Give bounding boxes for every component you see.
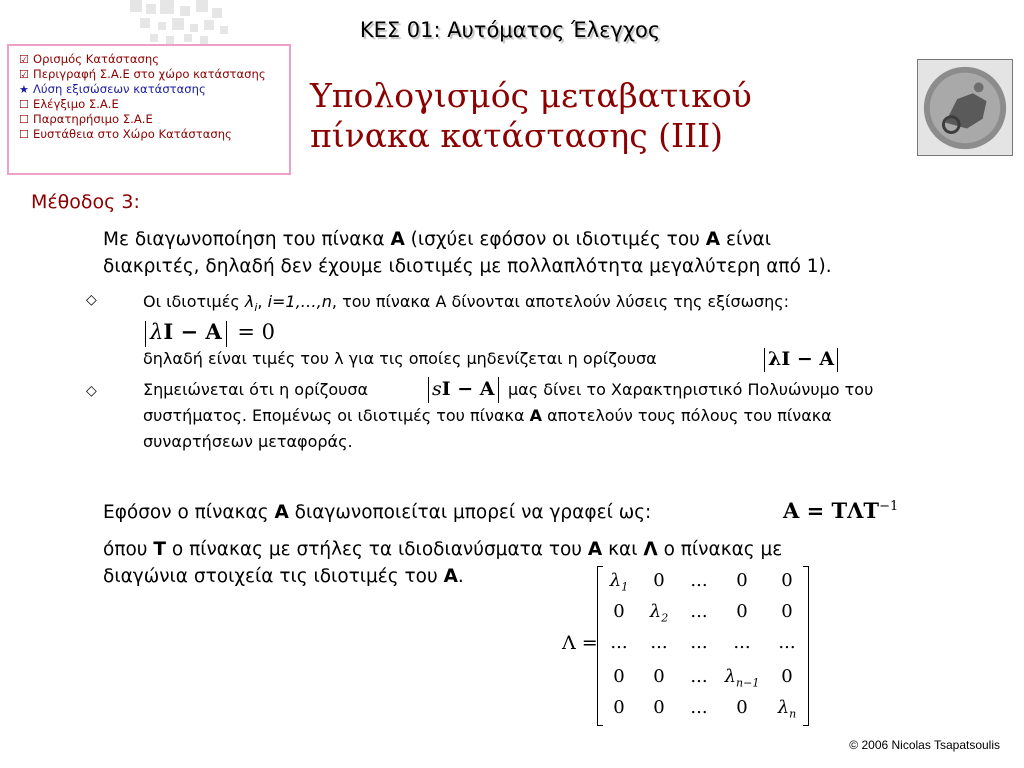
- matrix-cell: 0: [653, 570, 665, 591]
- lambda-matrix: [597, 566, 809, 726]
- text: Με διαγωνοποίηση του πίνακα: [103, 229, 391, 250]
- subscript: i: [254, 301, 258, 315]
- matrix-cell: 0: [736, 601, 748, 622]
- s-symbol: s: [432, 378, 442, 400]
- slide-title-line: πίνακα κατάστασης (ΙΙΙ): [310, 116, 724, 155]
- text: συναρτήσεων μεταφοράς.: [143, 432, 353, 451]
- matrix-cell: 0: [781, 666, 793, 687]
- text: είναι: [720, 229, 771, 250]
- topic-item[interactable]: [19, 97, 283, 112]
- index-range: i=1,…,n: [267, 292, 332, 311]
- copyright: © 2006 Nicolas Tsapatsoulis: [849, 738, 1000, 752]
- matrix-cell: 0: [613, 697, 625, 718]
- matrix-symbol: A: [443, 566, 458, 587]
- text: μας δίνει το Χαρακτηριστικό Πολυώνυμο του: [508, 380, 874, 399]
- equation: A = TΛT: [783, 498, 880, 523]
- lambda-symbol: λ: [150, 320, 164, 344]
- matrix-symbol: A: [587, 539, 603, 560]
- text: , του πίνακα A δίνονται αποτελούν λύσεις της εξίσωσης:: [331, 292, 790, 311]
- checked-box-icon: ☑: [19, 53, 29, 66]
- matrix-cell: 0: [781, 570, 793, 591]
- topic-label: Ορισμός Κατάστασης: [33, 52, 160, 66]
- matrix-cell: $\lambda_{n-1}$: [724, 666, 760, 690]
- matrix-cell: ...: [690, 697, 708, 718]
- decorative-squares: [0, 0, 240, 48]
- method-heading: Μέθοδος 3:: [31, 191, 140, 213]
- determinant-s: [428, 375, 499, 403]
- matrix-cell: ...: [733, 632, 751, 653]
- text: Σημειώνεται ότι η ορίζουσα: [143, 380, 369, 399]
- empty-box-icon: ☐: [19, 98, 29, 111]
- eigen-matrix-paragraph: [103, 536, 1003, 590]
- topic-item[interactable]: [19, 127, 283, 142]
- matrix-expression: λI − A: [768, 348, 835, 370]
- topic-label: Ευστάθεια στο Χώρο Κατάστασης: [33, 127, 232, 141]
- matrix-expression: I − A: [441, 378, 495, 400]
- matrix-cell: 0: [653, 697, 665, 718]
- course-title: ΚΕΣ 01: Αυτόματος Έλεγχος: [359, 18, 661, 42]
- text: ,: [257, 292, 268, 311]
- topic-list: [7, 44, 291, 175]
- diamond-bullet-icon: ◇: [86, 383, 97, 399]
- matrix-cell: 0: [653, 666, 665, 687]
- matrix-cell: ...: [690, 632, 708, 653]
- star-icon: ★: [19, 83, 29, 96]
- matrix-symbol: T: [153, 539, 166, 560]
- matrix-cell: $\lambda_1$: [609, 570, 629, 594]
- empty-box-icon: ☐: [19, 128, 29, 141]
- matrix-cell: $\lambda_n$: [777, 697, 797, 721]
- matrix-cell: $\lambda_2$: [649, 601, 669, 625]
- matrix-expression: I − A: [163, 319, 222, 344]
- intro-paragraph: [103, 226, 1003, 280]
- matrix-cell: ...: [690, 666, 708, 687]
- text: διαγώνια στοιχεία τις ιδιοτιμές του: [103, 566, 444, 587]
- text: αποτελούν τους πόλους του πίνακα: [542, 406, 832, 425]
- matrix-cell: ...: [650, 632, 668, 653]
- topic-label: Ελέγξιμο Σ.Α.Ε: [33, 97, 119, 111]
- text: διακριτές, δηλαδή δεν έχουμε ιδιοτιμές με πολλαπλότητα μεγαλύτερη από 1).: [103, 256, 832, 277]
- matrix-cell: ...: [610, 632, 628, 653]
- matrix-cell: 0: [613, 666, 625, 687]
- text: (ισχύει εφόσον οι ιδιοτιμές του: [404, 229, 706, 250]
- text: συστήματος. Επομένως οι ιδιοτιμές του πίνακα: [143, 406, 530, 425]
- slide-title: [310, 76, 870, 156]
- superscript: −1: [879, 499, 899, 514]
- matrix-cell: 0: [736, 570, 748, 591]
- topic-item[interactable]: [19, 52, 283, 67]
- topic-item[interactable]: [19, 67, 283, 82]
- text: ο πίνακας με: [657, 539, 783, 560]
- topic-label: Περιγραφή Σ.Α.Ε στο χώρο κατάστασης: [33, 67, 266, 81]
- topic-label: Παρατηρήσιμο Σ.Α.Ε: [33, 112, 153, 126]
- matrix-cell: 0: [736, 697, 748, 718]
- lambda-symbol: λ: [244, 292, 255, 311]
- text: ο πίνακας με στήλες τα ιδιοδιανύσματα του: [166, 539, 588, 560]
- diagonalization-equation: [783, 498, 898, 523]
- ancient-coin-image: [917, 59, 1013, 156]
- matrix-symbol: A: [390, 229, 405, 250]
- checked-box-icon: ☑: [19, 68, 29, 81]
- characteristic-equation: [145, 317, 275, 347]
- matrix-cell: ...: [690, 601, 708, 622]
- text: όπου: [103, 539, 154, 560]
- slide-title-line: Υπολογισμός μεταβατικού: [310, 76, 752, 115]
- matrix-symbol: A: [274, 502, 289, 523]
- text: .: [457, 566, 464, 587]
- text: και: [602, 539, 644, 560]
- lambda-matrix-label: Λ =: [562, 632, 598, 654]
- text: Εφόσον ο πίνακας: [103, 502, 275, 523]
- text: Οι ιδιοτιμές: [143, 292, 245, 311]
- topic-item[interactable]: [19, 112, 283, 127]
- equation-rhs: = 0: [237, 320, 275, 344]
- topic-item-current[interactable]: [19, 82, 283, 97]
- diamond-bullet-icon: ◇: [86, 292, 97, 308]
- bullet-poles-text: [143, 403, 1003, 455]
- matrix-cell: ...: [690, 570, 708, 591]
- text: δηλαδή είναι τιμές του λ για τις οποίες μηδενίζεται η ορίζουσα: [143, 349, 657, 368]
- empty-box-icon: ☐: [19, 113, 29, 126]
- matrix-symbol: Λ: [643, 539, 658, 560]
- matrix-cell: ...: [778, 632, 796, 653]
- determinant-lambda: [764, 345, 838, 373]
- matrix-cell: 0: [613, 601, 625, 622]
- diagonalization-paragraph: [103, 499, 783, 526]
- matrix-symbol: A: [705, 229, 721, 250]
- topic-label: Λύση εξισώσεων κατάστασης: [33, 82, 206, 96]
- text: διαγωνοποιείται μπορεί να γραφεί ως:: [288, 502, 652, 523]
- matrix-symbol: A: [529, 406, 542, 425]
- matrix-cell: 0: [781, 601, 793, 622]
